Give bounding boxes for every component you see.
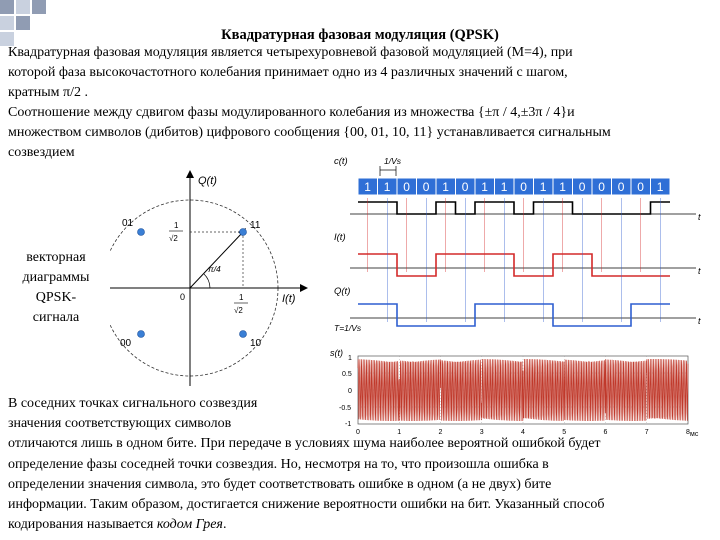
slide-title: Квадратурная фазовая модуляция (QPSK) — [221, 27, 499, 43]
intro-line-4: Соотношение между сдвигом фазы модулированного колебания из множества {±π / 4,±3π / 4}и — [8, 105, 575, 120]
constellation-diagram — [110, 168, 310, 392]
q-time-label: t — [698, 316, 701, 326]
point-10 — [240, 331, 247, 338]
period-label: T=1/Vs — [334, 323, 362, 333]
bit-value: 0 — [422, 180, 430, 194]
q-signal-label: Q(t) — [334, 286, 351, 297]
bit-value: 0 — [617, 180, 625, 194]
bit-value: 1 — [364, 180, 371, 194]
caption-line-1: векторная — [26, 250, 86, 265]
amp-q-num: 1 — [174, 221, 179, 230]
amp-i-den: √2 — [234, 306, 243, 315]
bit-value: 0 — [461, 180, 469, 194]
c-square-wave — [358, 202, 670, 214]
caption-line-4: сигнала — [32, 310, 80, 325]
s-tick-neg0.5: -0.5 — [339, 405, 352, 412]
bottom-line-4: определение фазы соседней точки созвездия. Но, несмотря на то, что произошла ошибка в — [8, 456, 549, 472]
bit-value: 1 — [442, 180, 449, 194]
s-signal-label: s(t) — [330, 348, 343, 358]
c-signal-label: c(t) — [334, 156, 348, 167]
bit-value: 1 — [481, 180, 488, 194]
intro-line-5: множеством символов (дибитов) цифрового сообщения {00, 01, 10, 11} устанавливается сигнальным — [8, 125, 611, 140]
angle-arc — [204, 274, 210, 288]
i-waveform — [350, 254, 696, 276]
bit-value: 1 — [656, 180, 664, 194]
time-tick: 2 — [438, 429, 443, 436]
q-square-wave — [358, 304, 670, 326]
time-tick: 6 — [603, 429, 608, 436]
bit-value: 0 — [520, 180, 527, 194]
bit-value: 1 — [383, 180, 391, 194]
corner-decoration-1 — [0, 0, 14, 14]
i-time-label: t — [698, 266, 701, 276]
point-00 — [138, 331, 145, 338]
amp-q-den: √2 — [169, 234, 178, 243]
time-unit: мс — [690, 431, 699, 438]
bottom-line-6: информации. Таким образом, достигается снижение вероятности ошибки на бит. Указанный способ — [8, 497, 605, 513]
s-tick-neg1: -1 — [345, 421, 352, 428]
gray-code-term: кодом Грея — [156, 517, 223, 533]
i-axis-arrow — [300, 284, 308, 292]
q-axis-arrow — [186, 170, 194, 178]
corner-decoration-2 — [16, 0, 30, 14]
point-label-01: 01 — [122, 218, 134, 229]
corner-decoration-3 — [32, 0, 46, 14]
bottom-line-7-prefix: кодирования называется — [8, 517, 157, 533]
intro-line-1: Квадратурная фазовая модуляция является четырехуровневой фазовой модуляцией (M=4), при — [8, 45, 573, 60]
c-waveform — [350, 202, 696, 214]
caption-line-3: QPSK- — [35, 290, 77, 305]
bit-value: 0 — [598, 180, 605, 194]
amp-i-num: 1 — [239, 293, 244, 302]
bottom-paragraph — [8, 394, 713, 535]
bit-value: 1 — [500, 180, 508, 194]
bottom-line-1: В соседних точках сигнального созвездия — [8, 396, 258, 411]
bit-value: 1 — [539, 180, 547, 194]
point-11 — [240, 229, 247, 236]
time-tick: 3 — [479, 429, 484, 436]
intro-line-2: которой фаза высокочастотного колебания принимает одно из 4 различных значений с шагом, — [8, 65, 568, 80]
s-tick-0: 0 — [348, 388, 352, 395]
c-time-label: t — [698, 212, 701, 222]
bit-value: 0 — [578, 180, 586, 194]
i-square-wave — [358, 254, 670, 276]
time-tick: 4 — [521, 429, 525, 436]
s-tick-1: 1 — [348, 355, 352, 362]
intro-line-3: кратным π/2 . — [8, 85, 88, 100]
time-tick: 7 — [644, 429, 649, 436]
bit-value: 0 — [403, 180, 410, 194]
phase-vector — [190, 232, 243, 288]
time-tick: 1 — [397, 429, 402, 436]
bottom-line-3: отличаются лишь в одном бите. При передаче в условиях шума наиболее вероятной ошибкой будет — [8, 436, 601, 452]
ts-label: 1/Vs — [384, 156, 402, 166]
q-waveform — [350, 304, 696, 326]
time-tick: 8 — [686, 429, 690, 436]
q-axis-label: Q(t) — [198, 175, 217, 187]
time-tick: 5 — [562, 429, 567, 436]
point-label-00: 00 — [120, 338, 132, 349]
bottom-line-5: определении значения символа, это будет соответствовать ошибке в одном (а не двух) бите — [8, 476, 552, 492]
constellation-caption — [8, 248, 104, 328]
bit-value: 1 — [559, 180, 566, 194]
bottom-line-2: значения соответствующих символов — [8, 416, 232, 432]
point-label-10: 10 — [250, 338, 262, 349]
time-tick: 0 — [356, 429, 360, 436]
s-tick-0.5: 0.5 — [342, 371, 352, 378]
bit-value: 0 — [637, 180, 644, 194]
i-signal-label: I(t) — [334, 232, 346, 243]
intro-line-6: созвездием — [8, 145, 75, 160]
bit-sequence — [358, 178, 670, 195]
point-01 — [138, 229, 145, 236]
i-axis-label: I(t) — [282, 293, 296, 305]
point-label-11: 11 — [250, 220, 261, 231]
bottom-line-7 — [8, 515, 713, 535]
caption-line-2: диаграммы — [22, 270, 90, 285]
bottom-line-7-suffix: . — [222, 517, 227, 533]
angle-label: π/4 — [208, 264, 221, 274]
origin-label: 0 — [180, 292, 186, 302]
